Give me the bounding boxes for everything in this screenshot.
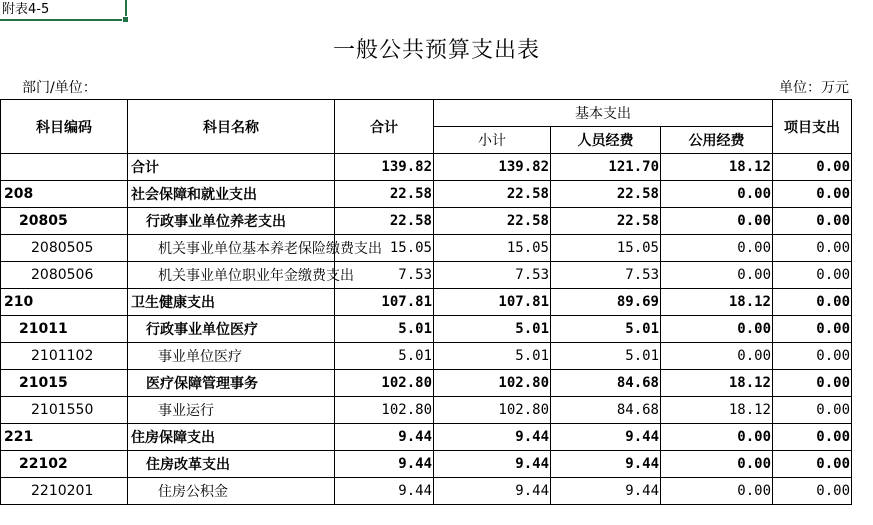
project-cell[interactable]: 0.00: [773, 181, 852, 208]
subtotal-cell[interactable]: 9.44: [434, 478, 551, 505]
name-cell[interactable]: 医疗保障管理事务: [128, 370, 335, 397]
public-cell[interactable]: 18.12: [661, 397, 773, 424]
subtotal-cell[interactable]: 5.01: [434, 343, 551, 370]
personnel-cell[interactable]: 15.05: [551, 235, 661, 262]
table-row[interactable]: [1, 478, 852, 505]
subtotal-cell[interactable]: 5.01: [434, 316, 551, 343]
code-cell[interactable]: 21011: [1, 316, 128, 343]
header-basic[interactable]: 基本支出: [434, 100, 773, 127]
code-cell[interactable]: 2080505: [1, 235, 128, 262]
table-row[interactable]: [1, 235, 852, 262]
code-cell[interactable]: 210: [1, 289, 128, 316]
total-cell[interactable]: 107.81: [335, 289, 434, 316]
project-cell[interactable]: 0.00: [773, 154, 852, 181]
project-cell[interactable]: 0.00: [773, 289, 852, 316]
name-cell[interactable]: 行政事业单位养老支出: [128, 208, 335, 235]
table-body: [1, 154, 852, 505]
total-cell[interactable]: 5.01: [335, 316, 434, 343]
table-row[interactable]: [1, 370, 852, 397]
name-cell[interactable]: 卫生健康支出: [128, 289, 335, 316]
project-cell[interactable]: 0.00: [773, 397, 852, 424]
code-cell[interactable]: 2210201: [1, 478, 128, 505]
total-cell[interactable]: 102.80: [335, 370, 434, 397]
code-cell[interactable]: [1, 154, 128, 181]
public-cell[interactable]: 0.00: [661, 424, 773, 451]
table-row[interactable]: [1, 424, 852, 451]
code-cell[interactable]: 2101102: [1, 343, 128, 370]
code-cell[interactable]: 2080506: [1, 262, 128, 289]
public-cell[interactable]: 0.00: [661, 262, 773, 289]
total-cell[interactable]: 9.44: [335, 451, 434, 478]
name-cell[interactable]: 社会保障和就业支出: [128, 181, 335, 208]
subtotal-cell[interactable]: 102.80: [434, 370, 551, 397]
header-name[interactable]: 科目名称: [128, 100, 335, 154]
personnel-cell[interactable]: 84.68: [551, 397, 661, 424]
public-cell[interactable]: 0.00: [661, 181, 773, 208]
total-cell[interactable]: 5.01: [335, 343, 434, 370]
personnel-cell[interactable]: 121.70: [551, 154, 661, 181]
public-cell[interactable]: 18.12: [661, 289, 773, 316]
total-cell[interactable]: 15.05: [335, 235, 434, 262]
personnel-cell[interactable]: 7.53: [551, 262, 661, 289]
name-cell[interactable]: 机关事业单位职业年金缴费支出: [128, 262, 335, 289]
total-cell[interactable]: 102.80: [335, 397, 434, 424]
header-project[interactable]: 项目支出: [773, 100, 852, 154]
header-total[interactable]: 合计: [335, 100, 434, 154]
table-row[interactable]: [1, 397, 852, 424]
project-cell[interactable]: 0.00: [773, 343, 852, 370]
table-row[interactable]: [1, 208, 852, 235]
code-cell[interactable]: 208: [1, 181, 128, 208]
public-cell[interactable]: 0.00: [661, 316, 773, 343]
project-cell[interactable]: 0.00: [773, 208, 852, 235]
public-cell[interactable]: 0.00: [661, 343, 773, 370]
personnel-cell[interactable]: 22.58: [551, 181, 661, 208]
name-cell[interactable]: 住房公积金: [128, 478, 335, 505]
name-cell[interactable]: 合计: [128, 154, 335, 181]
total-cell[interactable]: 22.58: [335, 208, 434, 235]
table-row[interactable]: [1, 262, 852, 289]
subtotal-cell[interactable]: 22.58: [434, 181, 551, 208]
name-cell[interactable]: 事业运行: [128, 397, 335, 424]
name-cell[interactable]: 住房保障支出: [128, 424, 335, 451]
project-cell[interactable]: 0.00: [773, 370, 852, 397]
page-title: 一般公共预算支出表: [332, 38, 540, 63]
total-cell[interactable]: 7.53: [335, 262, 434, 289]
header-code[interactable]: 科目编码: [1, 100, 128, 154]
personnel-cell[interactable]: 5.01: [551, 316, 661, 343]
code-cell[interactable]: 2101550: [1, 397, 128, 424]
total-cell[interactable]: 9.44: [335, 424, 434, 451]
personnel-cell[interactable]: 84.68: [551, 370, 661, 397]
subtotal-cell[interactable]: 15.05: [434, 235, 551, 262]
total-cell[interactable]: 22.58: [335, 181, 434, 208]
code-cell[interactable]: 21015: [1, 370, 128, 397]
public-cell[interactable]: 18.12: [661, 154, 773, 181]
code-cell[interactable]: 20805: [1, 208, 128, 235]
project-cell[interactable]: 0.00: [773, 316, 852, 343]
budget-table: [0, 99, 852, 505]
public-cell[interactable]: 0.00: [661, 208, 773, 235]
subtotal-cell[interactable]: 102.80: [434, 397, 551, 424]
unit-label: 单位：万元: [779, 80, 849, 96]
subtotal-cell[interactable]: 7.53: [434, 262, 551, 289]
code-cell[interactable]: 221: [1, 424, 128, 451]
table-row[interactable]: [1, 343, 852, 370]
name-cell[interactable]: 住房改革支出: [128, 451, 335, 478]
project-cell[interactable]: 0.00: [773, 262, 852, 289]
header-public[interactable]: 公用经费: [661, 127, 773, 154]
public-cell[interactable]: 0.00: [661, 235, 773, 262]
table-row[interactable]: [1, 316, 852, 343]
personnel-cell[interactable]: 5.01: [551, 343, 661, 370]
name-cell[interactable]: 机关事业单位基本养老保险缴费支出: [128, 235, 335, 262]
code-cell[interactable]: 22102: [1, 451, 128, 478]
fill-handle[interactable]: [122, 16, 129, 23]
table-row[interactable]: [1, 154, 852, 181]
table-row[interactable]: [1, 289, 852, 316]
subtotal-cell[interactable]: 9.44: [434, 451, 551, 478]
subtotal-cell[interactable]: 107.81: [434, 289, 551, 316]
subtotal-cell[interactable]: 9.44: [434, 424, 551, 451]
public-cell[interactable]: 0.00: [661, 451, 773, 478]
dept-label: 部门/单位：: [22, 80, 97, 96]
public-cell[interactable]: 0.00: [661, 478, 773, 505]
project-cell[interactable]: 0.00: [773, 478, 852, 505]
selected-cell[interactable]: [0, 0, 127, 21]
project-cell[interactable]: 0.00: [773, 424, 852, 451]
subtotal-cell[interactable]: 139.82: [434, 154, 551, 181]
header-subtotal[interactable]: 小计: [434, 127, 551, 154]
total-cell[interactable]: 139.82: [335, 154, 434, 181]
table-row[interactable]: [1, 181, 852, 208]
personnel-cell[interactable]: 9.44: [551, 424, 661, 451]
personnel-cell[interactable]: 89.69: [551, 289, 661, 316]
name-cell[interactable]: 事业单位医疗: [128, 343, 335, 370]
subtotal-cell[interactable]: 22.58: [434, 208, 551, 235]
personnel-cell[interactable]: 9.44: [551, 478, 661, 505]
personnel-cell[interactable]: 9.44: [551, 451, 661, 478]
total-cell[interactable]: 9.44: [335, 478, 434, 505]
project-cell[interactable]: 0.00: [773, 235, 852, 262]
header-personnel[interactable]: 人员经费: [551, 127, 661, 154]
public-cell[interactable]: 18.12: [661, 370, 773, 397]
cell-ref-text: 附表4-5: [2, 2, 50, 17]
table-row[interactable]: [1, 451, 852, 478]
name-cell[interactable]: 行政事业单位医疗: [128, 316, 335, 343]
personnel-cell[interactable]: 22.58: [551, 208, 661, 235]
project-cell[interactable]: 0.00: [773, 451, 852, 478]
